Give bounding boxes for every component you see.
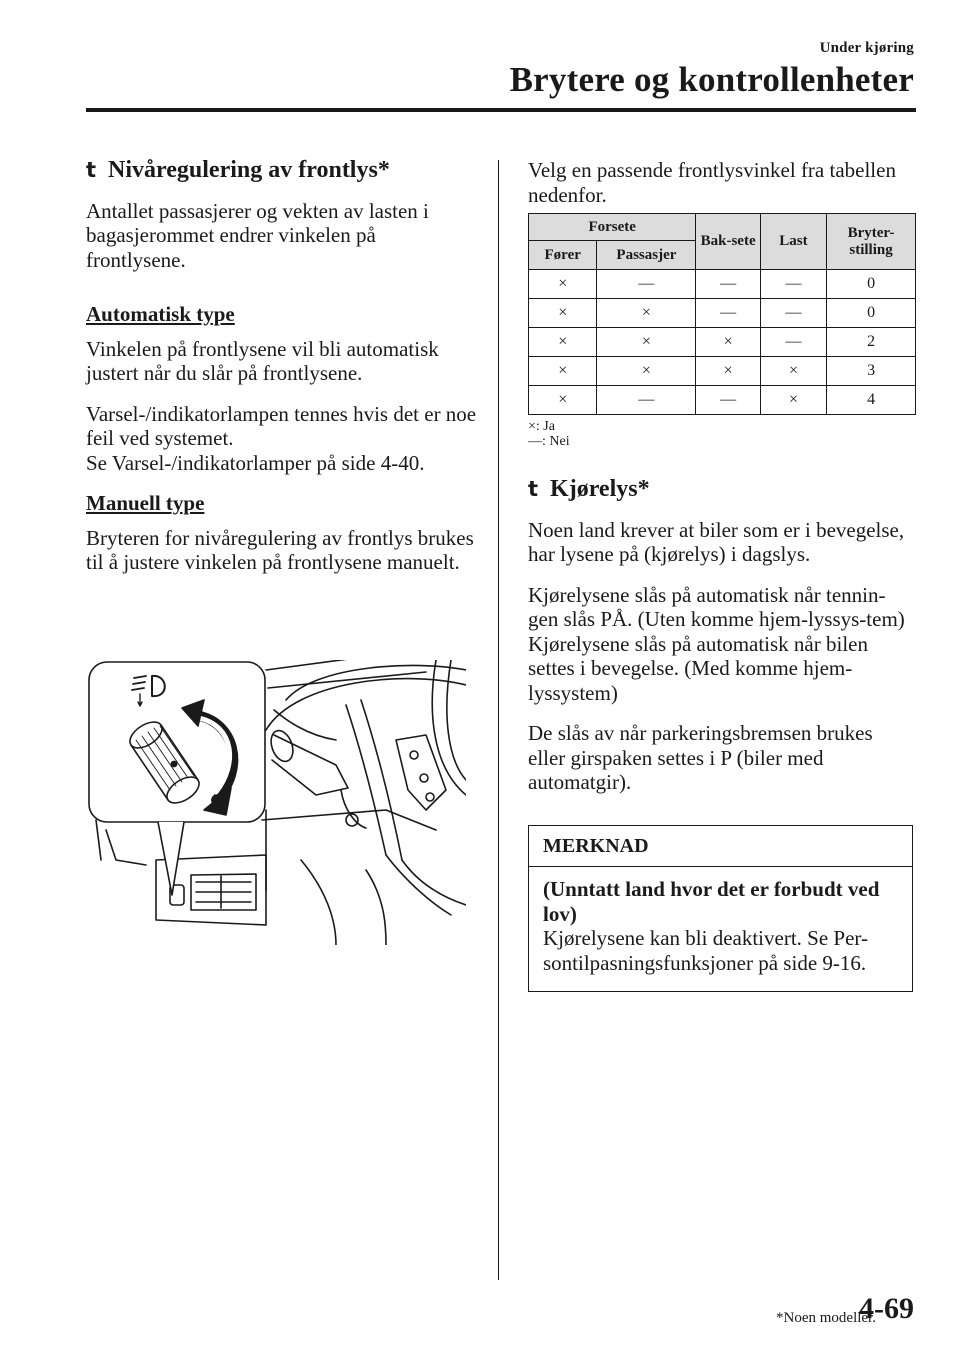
table-cell: 0 [827, 270, 916, 299]
table-cell: × [529, 328, 597, 357]
table-cell: × [696, 328, 760, 357]
footnote: *Noen modeller. [776, 1310, 876, 1326]
table-cell: × [760, 357, 826, 386]
manual-type-paragraph: Bryteren for nivåregulering av frontlys brukes til å justere vinkelen på frontlysene manuelt. [86, 525, 474, 574]
table-row [529, 328, 916, 357]
table-cell: 0 [827, 299, 916, 328]
table-cell: — [760, 299, 826, 328]
table-cell: 4 [827, 386, 916, 415]
table-cell: × [597, 328, 696, 357]
table-cell: — [760, 270, 826, 299]
table-cell: × [696, 357, 760, 386]
auto-type-paragraph: Vinkelen på frontlysene vil bli automatisk justert når du slår på frontlysene. [86, 336, 439, 385]
table-cell: × [529, 357, 597, 386]
warning-reference: Se Varsel-/indikatorlamper på side 4-40. [86, 450, 425, 475]
header-switch-position: Bryter-stilling [827, 214, 916, 270]
table-cell: — [696, 299, 760, 328]
section-marker-icon: t [528, 477, 539, 501]
left-column [86, 158, 478, 591]
table-legend [528, 419, 914, 449]
note-condition: (Unntatt land hvor det er forbudt ved lov) [543, 877, 880, 926]
section-title: Nivåregulering av frontlys* [108, 157, 390, 183]
daytime-paragraph-3: De slås av når parkeringsbremsen brukes eller girspaken settes i P (biler med automatgir). [528, 721, 873, 794]
auto-type-heading: Automatisk type [86, 302, 235, 326]
section-heading-headlight-leveling [86, 158, 478, 183]
table-cell: × [597, 357, 696, 386]
table-cell: — [760, 328, 826, 357]
legend-no: —: Nei [528, 434, 570, 449]
table-row [529, 270, 916, 299]
warning-paragraph [86, 402, 478, 476]
table-cell: 3 [827, 357, 916, 386]
headlight-leveling-dial-illustration [86, 660, 466, 945]
note-body [529, 867, 912, 991]
headlight-angle-table [528, 213, 916, 415]
chapter-label: Under kjøring [819, 40, 914, 56]
note-heading: MERKNAD [529, 826, 912, 868]
daytime-paragraph-1: Noen land krever at biler som er i bevegelse, har lysene på (kjørelys) i dagslys. [528, 517, 905, 566]
warning-text: Varsel-/indikatorlampen tennes hvis det er noe feil ved systemet. [86, 401, 477, 450]
table-cell: — [696, 386, 760, 415]
legend-yes: ×: Ja [528, 419, 555, 434]
header-load: Last [760, 214, 826, 270]
table-cell: — [597, 270, 696, 299]
column-divider [498, 160, 499, 1280]
note-box [528, 825, 913, 993]
section-heading-daytime-lights [528, 477, 914, 502]
table-cell: — [597, 386, 696, 415]
header-rule [86, 108, 916, 112]
page-title: Brytere og kontrollenheter [509, 60, 914, 99]
table-cell: × [597, 299, 696, 328]
section-title: Kjørelys* [550, 476, 650, 502]
table-cell: × [760, 386, 826, 415]
table-cell: — [696, 270, 760, 299]
table-cell: × [529, 299, 597, 328]
header-passenger: Passasjer [597, 241, 696, 270]
manual-type-heading: Manuell type [86, 491, 205, 515]
page-number: 4-69 [859, 1292, 914, 1325]
table-cell: × [529, 386, 597, 415]
intro-paragraph: Antallet passasjerer og vekten av lasten i bagasjerommet endrer vinkelen på frontlysene. [86, 198, 429, 272]
note-text: Kjørelysene kan bli deaktivert. Se Per-sontilpasningsfunksjoner på side 9-16. [543, 926, 868, 975]
header-rear-seat: Bak-sete [696, 214, 760, 270]
table-row [529, 386, 916, 415]
table-row [529, 299, 916, 328]
daytime-paragraph-2: Kjørelysene slås på automatisk når tennin-gen slås PÅ. (Uten komme hjem-lyssys-tem) Kjørelysene slås på automatisk når bilen settes i bevegelse. (Med komme hjem-lyssystem) [528, 582, 905, 705]
table-cell: 2 [827, 328, 916, 357]
table-cell: × [529, 270, 597, 299]
section-marker-icon: t [86, 158, 97, 182]
table-intro: Velg en passende frontlysvinkel fra tabellen nedenfor. [528, 158, 896, 207]
table-row [529, 357, 916, 386]
right-column [528, 158, 914, 992]
header-driver: Fører [529, 241, 597, 270]
header-front-seat: Forsete [529, 214, 696, 241]
